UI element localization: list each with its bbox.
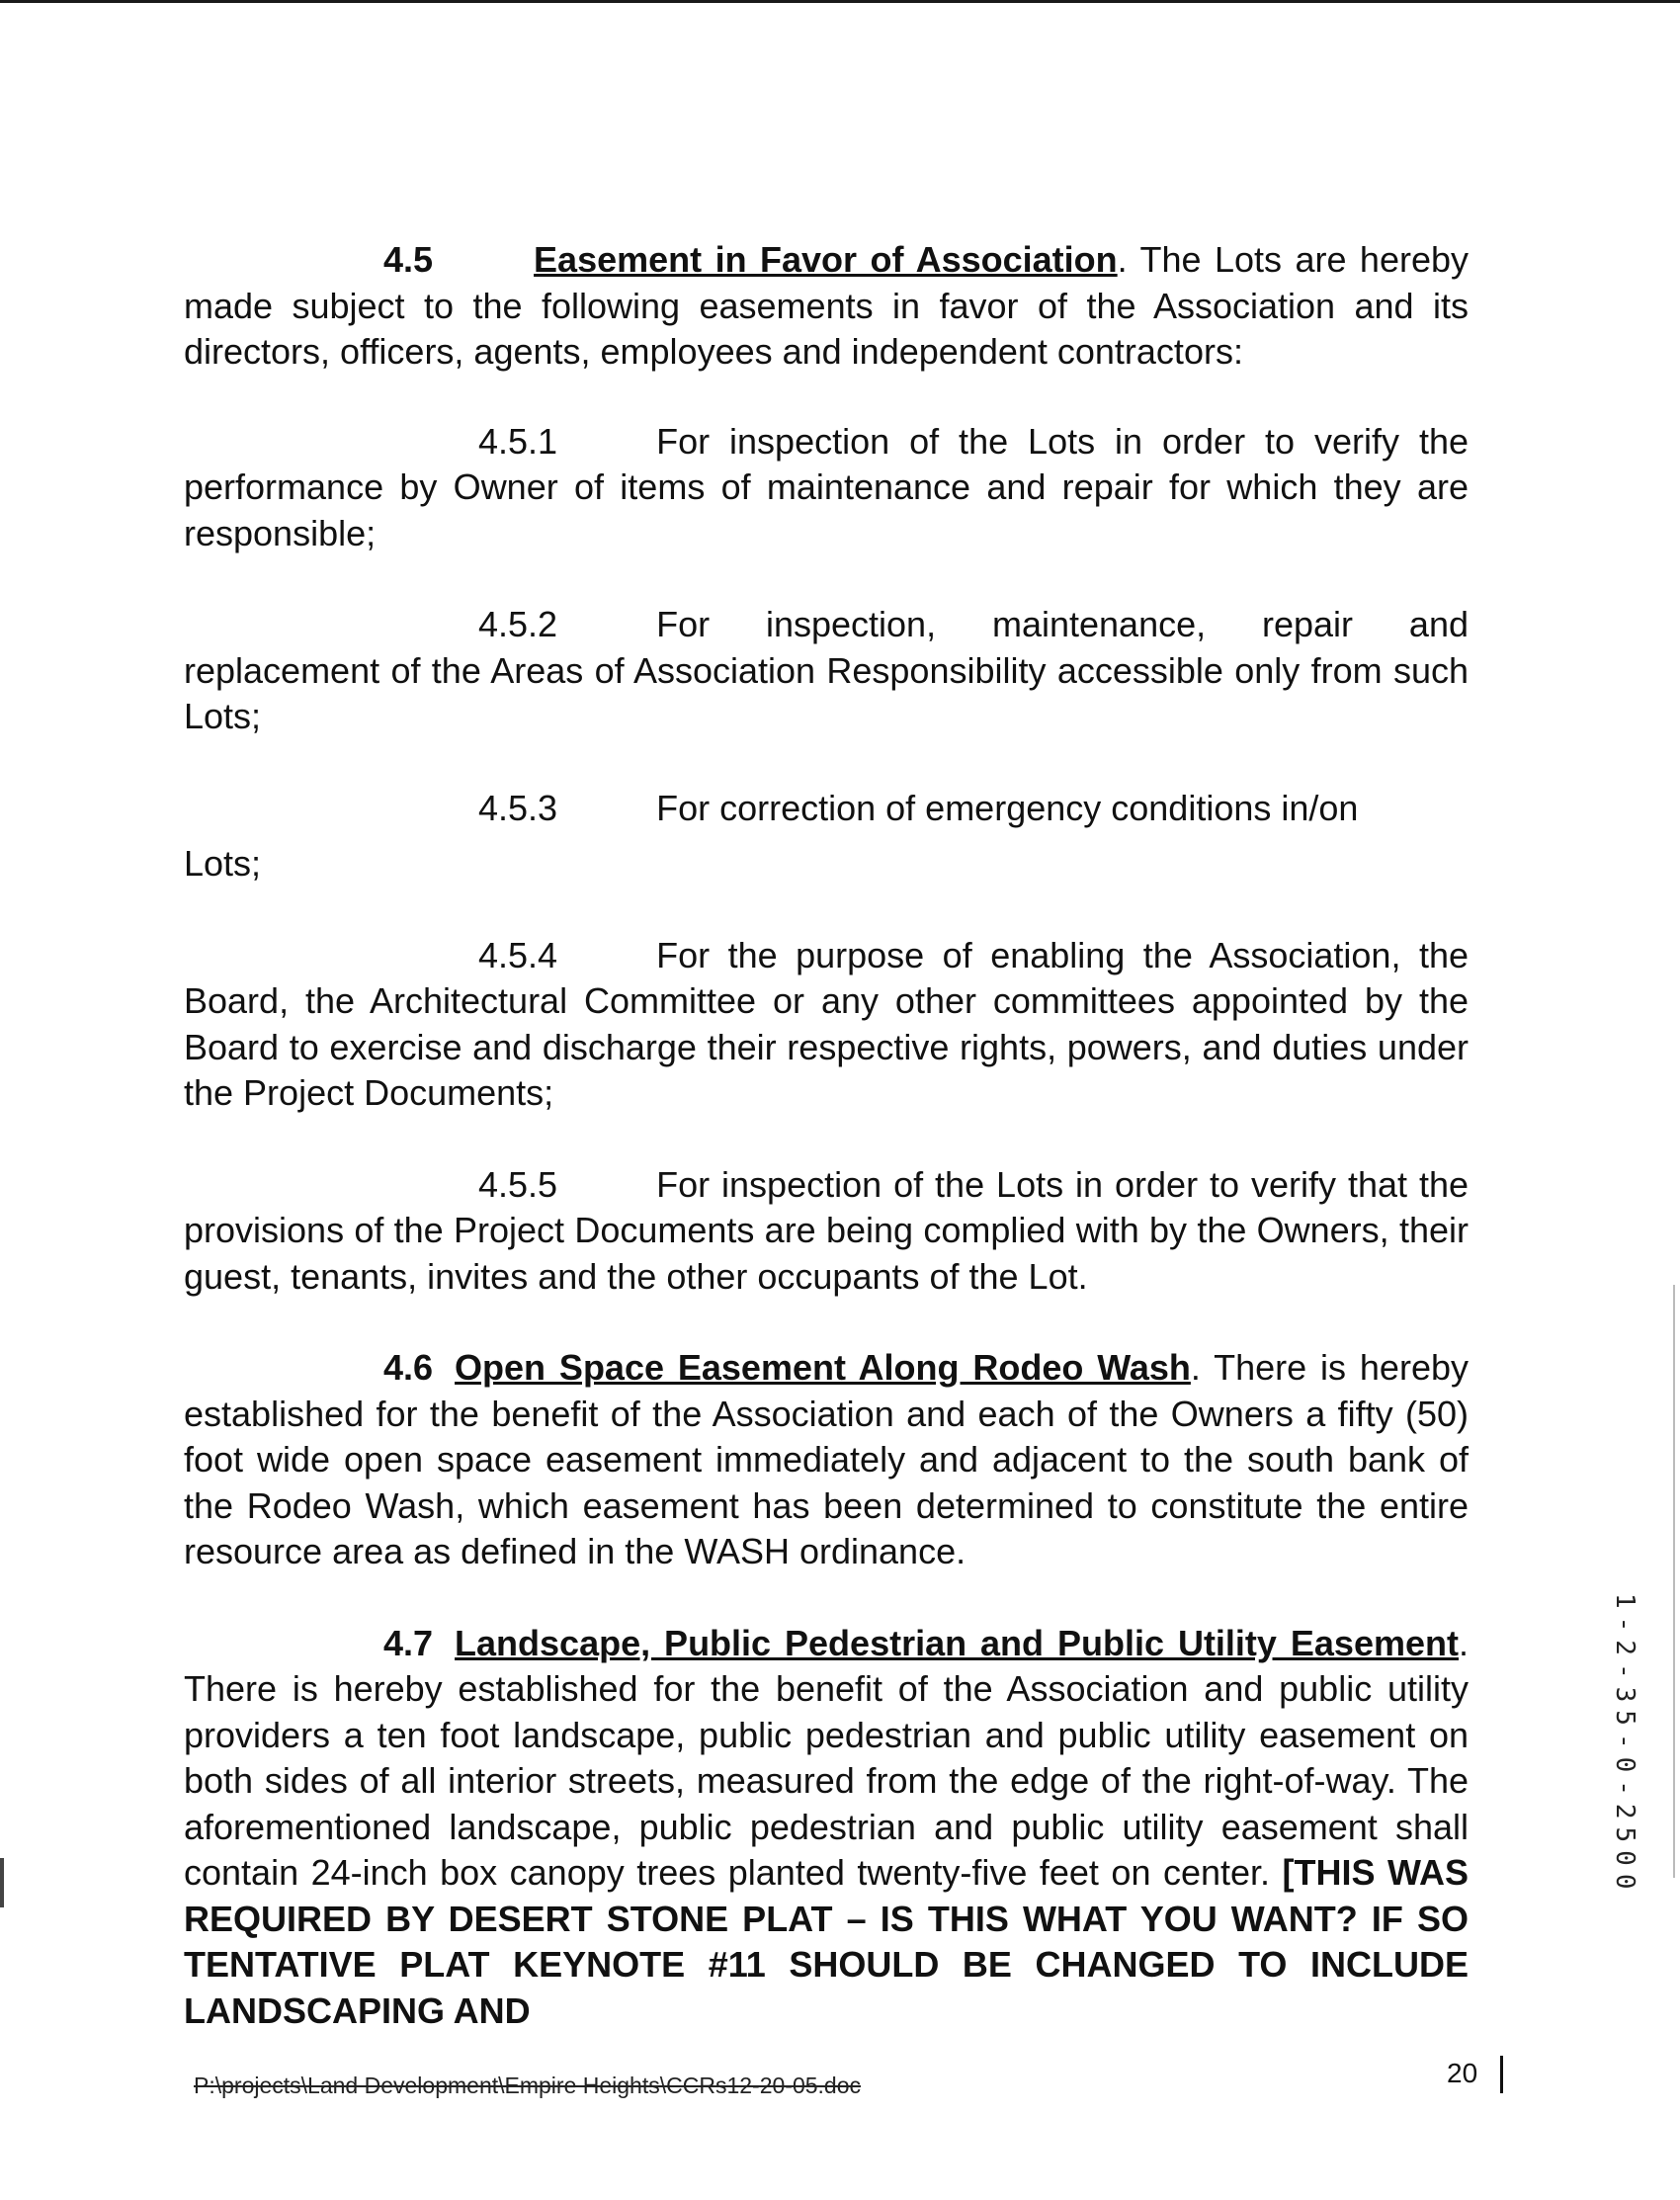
section-text: . The Lots are hereby made subject to the following easements in favor of the Association and its directors, officers, agents, employees and independent contractors: — [184, 239, 1469, 372]
section-text: . There is hereby established for the benefit of the Association and public utility providers a ten foot landscape, public pedestrian and public utility easement on both sides of all interior streets, measured from the edge of the right-of-way. The aforementioned landscape, public pedestrian and public utility easement shall contain 24-inch box canopy trees planted twenty-five feet on center. — [184, 1622, 1469, 1893]
subsection-text: For correction of emergency conditions in/on — [656, 787, 1359, 828]
subsection-continuation: Lots; — [184, 843, 262, 884]
section-title: Landscape, Public Pedestrian and Public Utility Easement — [455, 1622, 1459, 1663]
document-body — [184, 237, 1469, 2034]
section-number: 4.7 — [383, 1622, 434, 1663]
section-4-5-5 — [184, 1162, 1469, 1301]
section-4-5-1 — [184, 419, 1469, 557]
subsection-number: 4.5.4 — [478, 934, 558, 975]
footer-file-path: P:\projects\Land Development\Empire Heights\CCRs12-20-05.doc — [194, 2073, 861, 2098]
section-text: . There is hereby established for the benefit of the Association and each of the Owners a fifty (50) foot wide open space easement immediately and adjacent to the south bank of the Rodeo Wash, which easement has been determined to constitute the entire resource area as defined in the WASH ordinance. — [184, 1347, 1469, 1571]
section-4-5 — [184, 237, 1469, 376]
page-number: 20 — [1447, 2058, 1478, 2088]
subsection-text: For inspection, maintenance, repair and replacement of the Areas of Association Responsibility accessible only from such Lots; — [184, 604, 1469, 736]
editor-note: [THIS WAS REQUIRED BY DESERT STONE PLAT – IS THIS WHAT YOU WANT? IF SO TENTATIVE PLAT KEYNOTE #11 SHOULD BE CHANGED TO INCLUDE LANDSCAPING AND — [184, 1852, 1469, 2031]
section-4-7 — [184, 1621, 1469, 2035]
subsection-number: 4.5.5 — [478, 1163, 558, 1205]
subsection-text: For inspection of the Lots in order to verify that the provisions of the Project Documents are being complied with by the Owners, their guest, tenants, invites and the other occupants of the Lot. — [184, 1163, 1469, 1297]
subsection-number: 4.5.2 — [478, 604, 558, 644]
left-margin-mark — [0, 1858, 4, 1907]
section-4-5-3 — [184, 786, 1469, 888]
section-number: 4.5 — [383, 239, 434, 280]
scan-edge-line — [1673, 1285, 1675, 1878]
subsection-text: For inspection of the Lots in order to verify the performance by Owner of items of maintenance and repair for which they are responsible; — [184, 420, 1469, 553]
subsection-number: 4.5.1 — [478, 420, 558, 462]
page-top-edge — [0, 0, 1680, 3]
section-title: Easement in Favor of Association — [534, 239, 1118, 280]
section-4-5-2 — [184, 602, 1469, 740]
subsection-number: 4.5.3 — [478, 787, 558, 828]
section-4-6 — [184, 1345, 1469, 1575]
page-number-bar — [1500, 2056, 1503, 2093]
subsection-text: For the purpose of enabling the Association, the Board, the Architectural Committee or any other committees appointed by the Board to exercise and discharge their respective rights, powers, and duties under the Project Documents; — [184, 934, 1469, 1113]
bates-stamp: 1-2-35-0-2500 — [1610, 1593, 1639, 1898]
section-4-5-4 — [184, 933, 1469, 1117]
section-title: Open Space Easement Along Rodeo Wash — [455, 1347, 1191, 1388]
section-number: 4.6 — [383, 1347, 434, 1388]
